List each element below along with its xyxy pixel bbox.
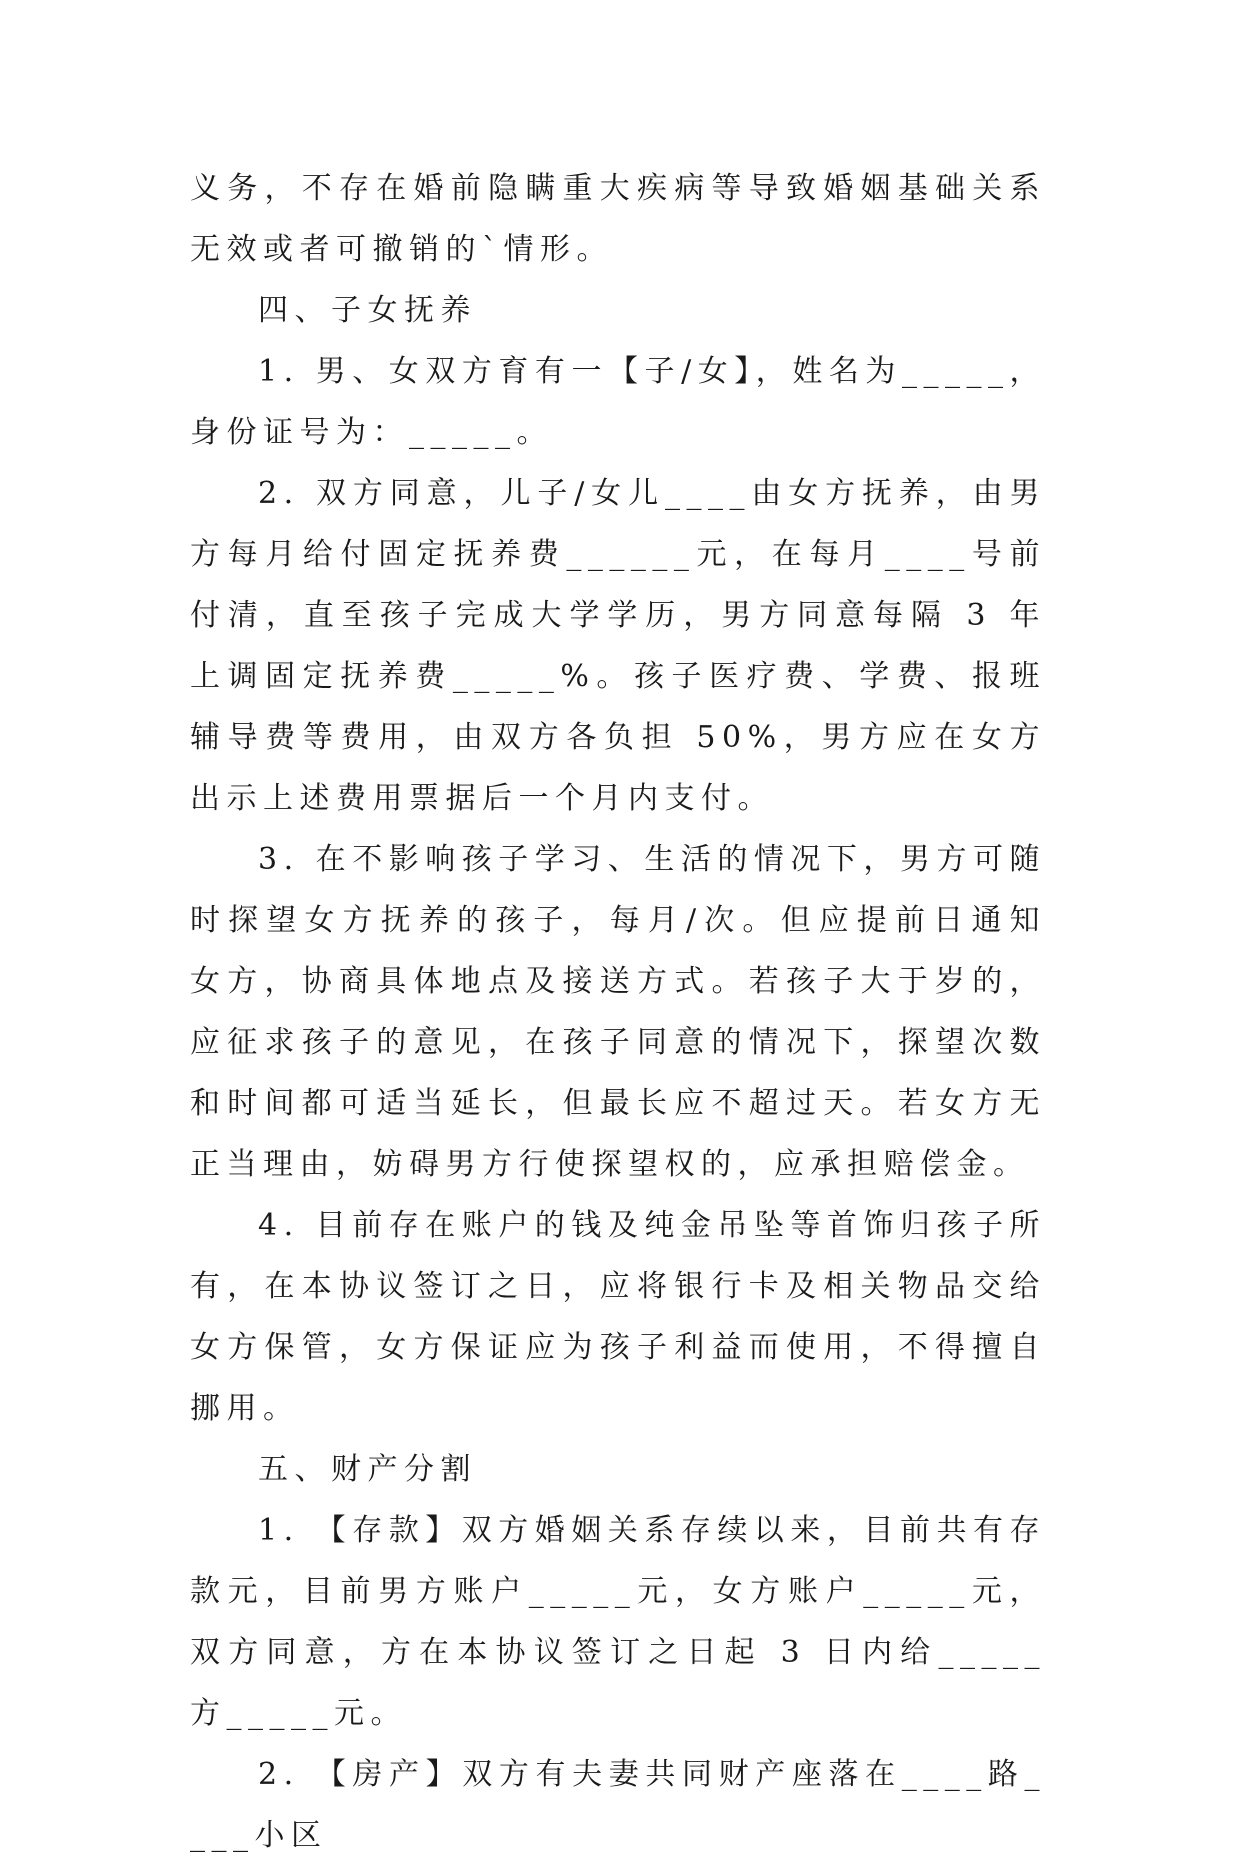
clause-visitation: 3. 在不影响孩子学习、生活的情况下，男方可随时探望女方抚养的孩子，每月/次。但应提前日通知女方，协商具体地点及接送方式。若孩子大于岁的，应征求孩子的意见，在孩子同意的情况下，探望次数和时间都可适当延长，但最长应不超过天。若女方无正当理由，妨碍男方行使探望权的，应承担赔偿金。 <box>190 842 1046 1182</box>
clause-real-estate: 2. 【房产】双方有夫妻共同财产座落在____路____小区 <box>190 1757 1046 1853</box>
document-body <box>190 158 1046 1866</box>
section-heading-child-custody: 四、子女抚养 <box>258 293 477 328</box>
clause-child-assets: 4. 目前存在账户的钱及纯金吊坠等首饰归孩子所有，在本协议签订之日，应将银行卡及相关物品交给女方保管，女方保证应为孩子利益而使用，不得擅自挪用。 <box>190 1208 1046 1426</box>
paragraph-obligation-continued: 义务，不存在婚前隐瞒重大疾病等导致婚姻基础关系无效或者可撤销的`情形。 <box>190 171 1046 267</box>
section-heading-property-division: 五、财产分割 <box>258 1452 477 1487</box>
clause-child-support: 2. 双方同意，儿子/女儿____由女方抚养，由男方每月给付固定抚养费______元，在每月____号前付清，直至孩子完成大学学历，男方同意每隔 3 年上调固定抚养费_____%。孩子医疗费、学费、报班辅导费等费用，由双方各负担 50%，男方应在女方出示上述费用票据后一个月内支付。 <box>190 476 1046 816</box>
clause-savings: 1. 【存款】双方婚姻关系存续以来，目前共有存款元，目前男方账户_____元，女方账户_____元，双方同意，方在本协议签订之日起 3 日内给_____方_____元。 <box>190 1513 1046 1731</box>
clause-child-info: 1. 男、女双方育有一【子/女】，姓名为_____，身份证号为：_____。 <box>190 354 1046 450</box>
